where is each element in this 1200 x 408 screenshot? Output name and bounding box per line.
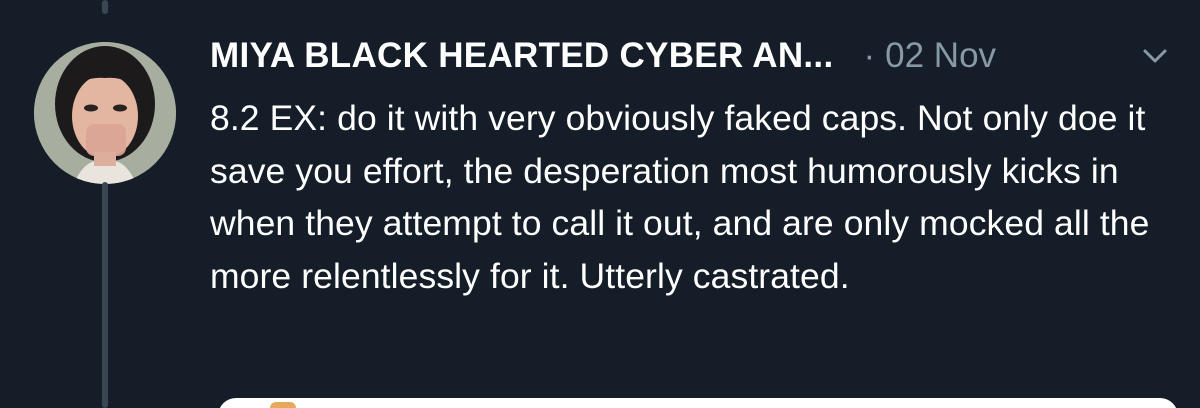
avatar-image	[34, 42, 176, 184]
embed-thumbnail	[270, 402, 296, 408]
tweet-text: 8.2 EX: do it with very obviously faked caps. Not only doe it save you effort, the desperation most humorously kicks in when they attempt to call it out, and are only mocked all the more relentlessly for it. Utterly castrated.	[210, 98, 1150, 296]
separator-dot: ·	[863, 36, 876, 75]
tweet-header	[210, 28, 1170, 84]
thread-line-top	[102, 0, 108, 14]
thread-line-bottom	[102, 182, 108, 408]
display-name[interactable]: MIYA BLACK HEARTED CYBER AN...	[210, 36, 834, 75]
timestamp[interactable]: 02 Nov	[885, 36, 997, 75]
avatar[interactable]	[34, 42, 176, 184]
embedded-card[interactable]	[218, 398, 1178, 408]
chevron-down-icon[interactable]	[1140, 41, 1170, 71]
